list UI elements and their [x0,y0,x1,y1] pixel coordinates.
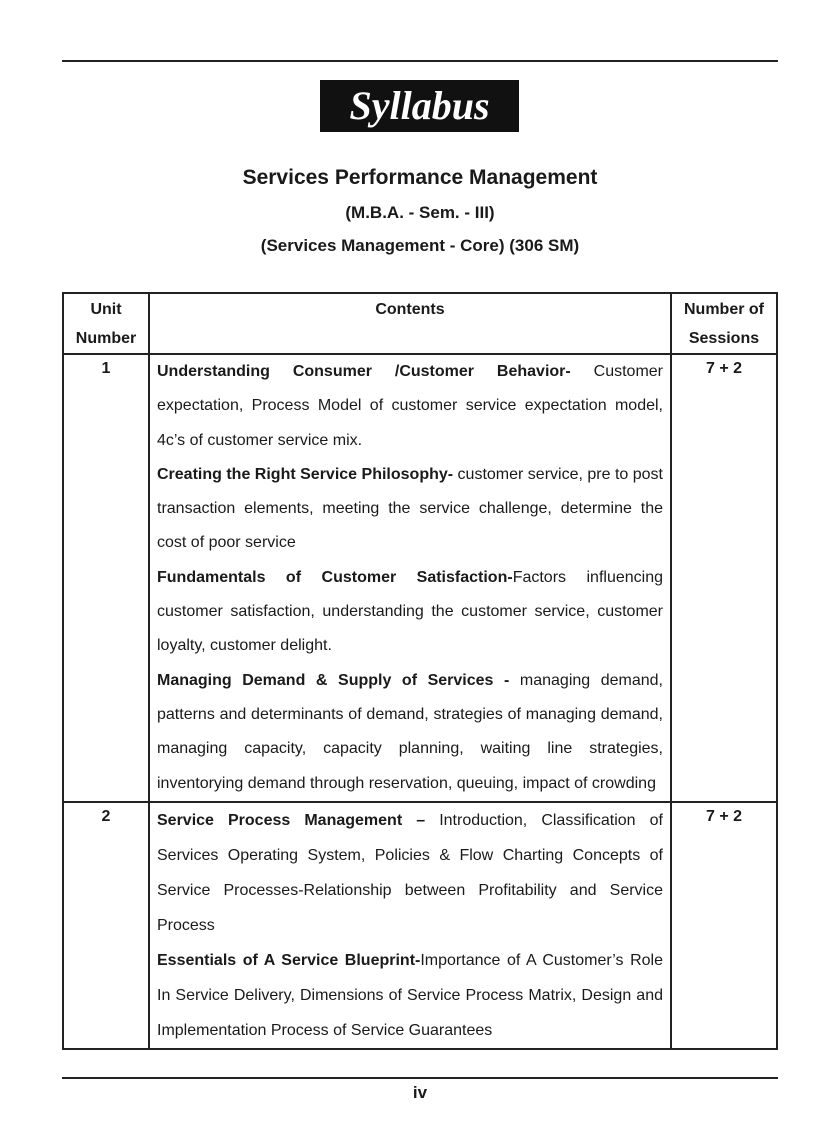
unit-contents [149,354,671,802]
topic-heading: Managing Demand & Supply of Services - [157,671,510,689]
topic [157,664,663,801]
bottom-rule [62,1077,778,1079]
subtitle-program: (M.B.A. - Sem. - III) [345,203,495,222]
page-number: iv [412,1083,428,1102]
session-count: 7 + 2 [671,354,777,802]
topic-heading: Fundamentals of Customer Satisfaction- [157,568,513,586]
topic [157,803,663,943]
syllabus-table [62,292,778,1050]
table-row [63,354,777,802]
header-contents: Contents [149,293,671,354]
topic-body: customer service, pre to post transaction elements, meeting the service challenge, determine the cost of poor service [157,465,664,552]
topic [157,355,663,458]
topic-heading: Service Process Management – [157,811,426,829]
topic-body: Importance of A Customer’s Role In Service Delivery, Dimensions of Service Process Matrix, Design and Implementation Process of Service Guarantees [157,951,664,1039]
topic [157,458,663,561]
unit-contents [149,802,671,1049]
unit-number: 2 [63,802,149,1049]
topic-heading: Creating the Right Service Philosophy- [157,465,454,483]
topic-body: managing demand, patterns and determinants of demand, strategies of managing demand, managing capacity, capacity planning, waiting line strategies, inventorying demand through reservation, queuing, impact of crowding [157,671,663,792]
top-rule [62,60,778,62]
topic-body: Customer expectation, Process Model of customer service expectation model, 4c’s of customer service mix. [157,363,663,449]
session-count: 7 + 2 [671,802,777,1049]
header-unit-label: Unit Number [75,301,137,347]
header-unit [63,293,149,354]
topic [157,943,663,1048]
topic [157,561,663,664]
unit-number: 1 [63,354,149,802]
table-row [63,802,777,1049]
syllabus-badge: Syllabus [320,80,519,132]
topic-body: Factors influencing customer satisfaction, understanding the customer service, customer loyalty, customer delight. [157,568,664,655]
subtitle-course: (Services Management - Core) (306 SM) [260,236,580,255]
page-title: Services Performance Management [242,166,598,189]
topic-body: Introduction, Classification of Services Operating System, Policies & Flow Charting Concepts of Service Processes-Relationship between Profitability and Service Process [157,811,664,934]
topic-heading: Essentials of A Service Blueprint- [157,951,421,969]
header-sessions: Number of Sessions [671,293,777,354]
table-header-row [63,293,777,354]
topic-heading: Understanding Consumer /Customer Behavior- [157,363,571,380]
